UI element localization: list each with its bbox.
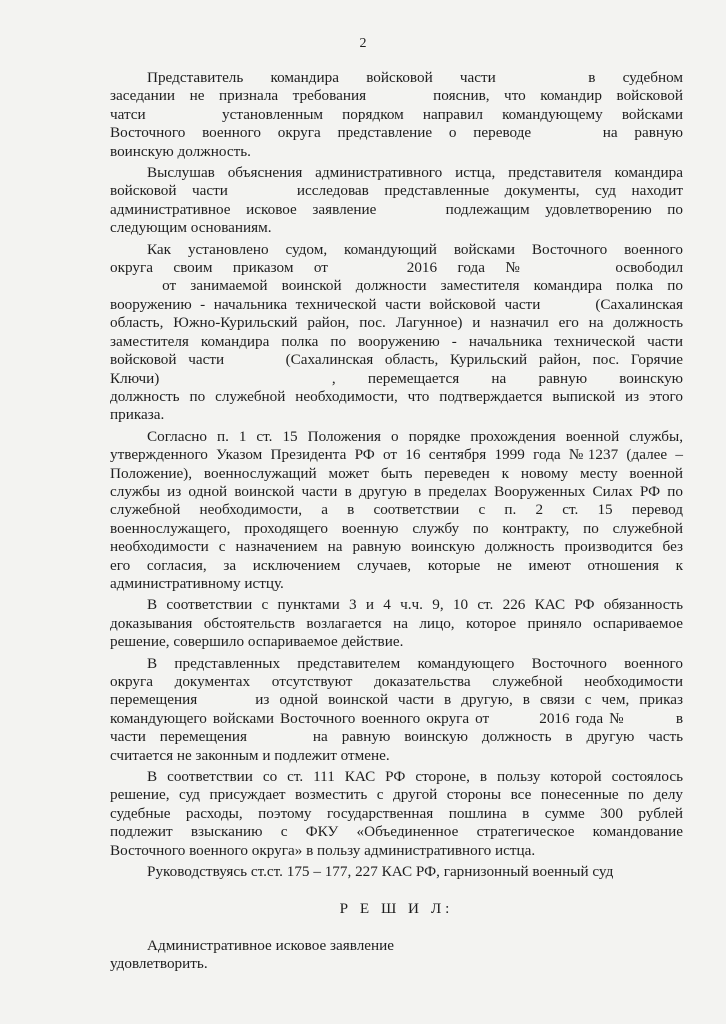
text-line (110, 747, 683, 765)
text-segment: административному истцу. (110, 574, 284, 592)
text-line (110, 710, 683, 728)
text-line (110, 520, 683, 538)
text-line (110, 728, 683, 746)
text-segment: воинскую должность. (110, 142, 251, 160)
resolution-heading: Р Е Ш И Л: (339, 900, 454, 918)
text-segment: его согласия, за исключением случаев, которые не имеют отношения к (110, 556, 683, 574)
text-segment: Как установлено судом, командующий войсками Восточного военного (147, 240, 683, 258)
paragraph (110, 768, 683, 860)
text-segment: Положение), военнослужащий может быть переведен к новому месту военной (110, 464, 683, 482)
text-line (110, 655, 683, 673)
text-line (110, 428, 683, 446)
text-line (110, 241, 683, 259)
text-line (110, 143, 683, 161)
text-segment: область, Южно-Курильский район, пос. Лагунное) и назначил его на должность (110, 314, 683, 332)
text-segment: установленным порядком направил командующему войсками (222, 105, 683, 123)
text-line (110, 557, 683, 575)
text-segment: Представитель командира войсковой части (147, 69, 496, 86)
text-segment: В соответствии со ст. 111 КАС РФ стороне, в пользу которой состоялось (147, 768, 683, 786)
text-line (110, 69, 683, 87)
text-line (110, 501, 683, 519)
text-line (110, 277, 683, 295)
text-line (110, 388, 683, 406)
paragraph (110, 241, 683, 425)
text-segment: решение, совершило оспариваемое действие. (110, 633, 404, 651)
text-line (110, 124, 683, 142)
text-segment: чатси (110, 105, 146, 123)
document-body (110, 66, 683, 974)
text-line (110, 596, 683, 614)
paragraph (110, 69, 683, 161)
text-segment: освободил (615, 259, 684, 277)
text-segment: доказывания обстоятельств возлагается на лицо, которое приняло оспариваемое (110, 614, 683, 632)
text-line (110, 351, 683, 369)
text-line (110, 296, 683, 314)
text-segment: Согласно п. 1 ст. 15 Положения о порядке прохождения военной службы, (147, 427, 683, 445)
text-segment: В соответствии с пунктами 3 и 4 ч.ч. 9, 10 ст. 226 КАС РФ обязанность (147, 596, 683, 614)
text-segment: заместителя командира полка по вооружению - начальника технической части (110, 332, 683, 350)
text-line (110, 691, 683, 709)
text-segment: утвержденного Указом Президента РФ от 16 сентября 1999 года №1237 (далее – (110, 446, 683, 464)
text-segment: из одной воинской части в другую, в связи с чем, приказ (255, 691, 684, 709)
text-segment: (Сахалинская (595, 295, 684, 313)
text-segment: административное исковое заявление (110, 200, 377, 218)
text-segment: Руководствуясь ст.ст. 175 – 177, 227 КАС РФ, гарнизонный военный суд (147, 863, 614, 881)
text-segment: Ключи) (110, 369, 160, 387)
text-line (110, 370, 683, 388)
text-segment: 2016 года № (539, 709, 626, 727)
text-line (110, 87, 683, 105)
final-paragraph (110, 937, 683, 974)
text-line: удовлетворить. (110, 955, 208, 973)
text-line (110, 483, 683, 501)
text-line (110, 823, 683, 841)
text-segment: 2016 года № (406, 259, 537, 277)
text-line (110, 333, 683, 351)
text-segment: войсковой части (110, 182, 228, 200)
paragraph (110, 596, 683, 651)
text-segment: округа документах отсутствуют доказательства служебной необходимости (110, 673, 683, 690)
page-number: 2 (359, 36, 367, 51)
text-segment: заседании не признала требования (110, 87, 367, 105)
text-line (110, 182, 683, 200)
text-line (110, 314, 683, 332)
text-segment: В представленных представителем командующего Восточного военного (147, 654, 683, 672)
text-segment: части перемещения (110, 728, 248, 746)
text-line (110, 842, 683, 860)
text-line (110, 259, 683, 277)
text-segment: необходимости с назначением на равную воинскую должность производится без (110, 538, 683, 556)
text-line (110, 786, 683, 804)
text-segment: судебные расходы, поэтому государственная пошлина в сумме 300 рублей (110, 804, 683, 822)
paragraph (110, 863, 683, 881)
text-line (110, 106, 683, 124)
text-segment: Восточного военного округа» в пользу административного истца. (110, 841, 536, 859)
text-line (110, 446, 683, 464)
text-line (110, 575, 683, 593)
text-line (110, 538, 683, 556)
text-line (110, 615, 683, 633)
text-segment: Административное исковое заявление (147, 936, 395, 954)
paragraph (110, 655, 683, 765)
text-segment: на равную воинскую должность в другую часть (312, 728, 684, 746)
text-segment: следующим основаниям. (110, 219, 272, 237)
text-line (110, 768, 683, 786)
text-segment: войсковой части (110, 351, 225, 369)
paragraph (110, 164, 683, 238)
text-segment: вооружению - начальника технической части войсковой части (110, 295, 541, 313)
text-segment: решение, суд присуждает возместить с другой стороны все понесенные по делу (110, 786, 683, 804)
text-line (110, 863, 683, 881)
text-segment: службы из одной воинской части в другую в пределах Вооруженных Силах РФ по (110, 482, 683, 500)
text-line (110, 673, 683, 691)
text-line (110, 937, 683, 955)
text-segment: исследовав представленные документы, суд находит (296, 182, 684, 200)
text-segment: командующего войсками Восточного военного округа от (110, 709, 490, 727)
text-segment: перемещения (110, 691, 198, 709)
text-line (110, 406, 683, 424)
text-line (110, 164, 683, 182)
text-line (110, 633, 683, 651)
text-line (110, 201, 683, 219)
text-segment: Восточного военного округа представление о переводе (110, 124, 532, 142)
text-segment: на равную (602, 124, 683, 142)
text-segment: служебной необходимости, а в соответствии с п. 2 ст. 15 перевод (110, 501, 683, 519)
text-line (110, 805, 683, 823)
text-segment: (Сахалинская область, Курильский район, пос. Горячие (285, 351, 684, 369)
text-segment: считается не законным и подлежит отмене. (110, 746, 390, 764)
text-segment: военнослужащего, проходящего военную службу по контракту, по служебной (110, 519, 683, 537)
text-segment: от занимаемой воинской должности заместителя командира полка по (162, 277, 683, 295)
text-line (110, 465, 683, 483)
text-segment: приказа. (110, 406, 165, 424)
text-segment: должность по служебной необходимости, что подтверждается выпиской из этого (110, 387, 683, 405)
text-segment: подлежащим удовлетворению по (445, 200, 683, 218)
text-segment: подлежит взысканию с ФКУ «Объединенное стратегическое командование (110, 823, 683, 841)
text-segment: округа своим приказом от (110, 259, 328, 277)
paragraph (110, 428, 683, 594)
text-line (110, 219, 683, 237)
text-segment: Выслушав объяснения административного истца, представителя командира (147, 164, 683, 182)
text-segment: , перемещается на равную воинскую (331, 369, 684, 387)
paragraphs (110, 69, 683, 881)
text-segment: пояснив, что командир войсковой (433, 87, 684, 105)
text-segment: в (675, 709, 684, 727)
text-segment: в судебном (588, 69, 684, 86)
paragraph (110, 937, 683, 955)
